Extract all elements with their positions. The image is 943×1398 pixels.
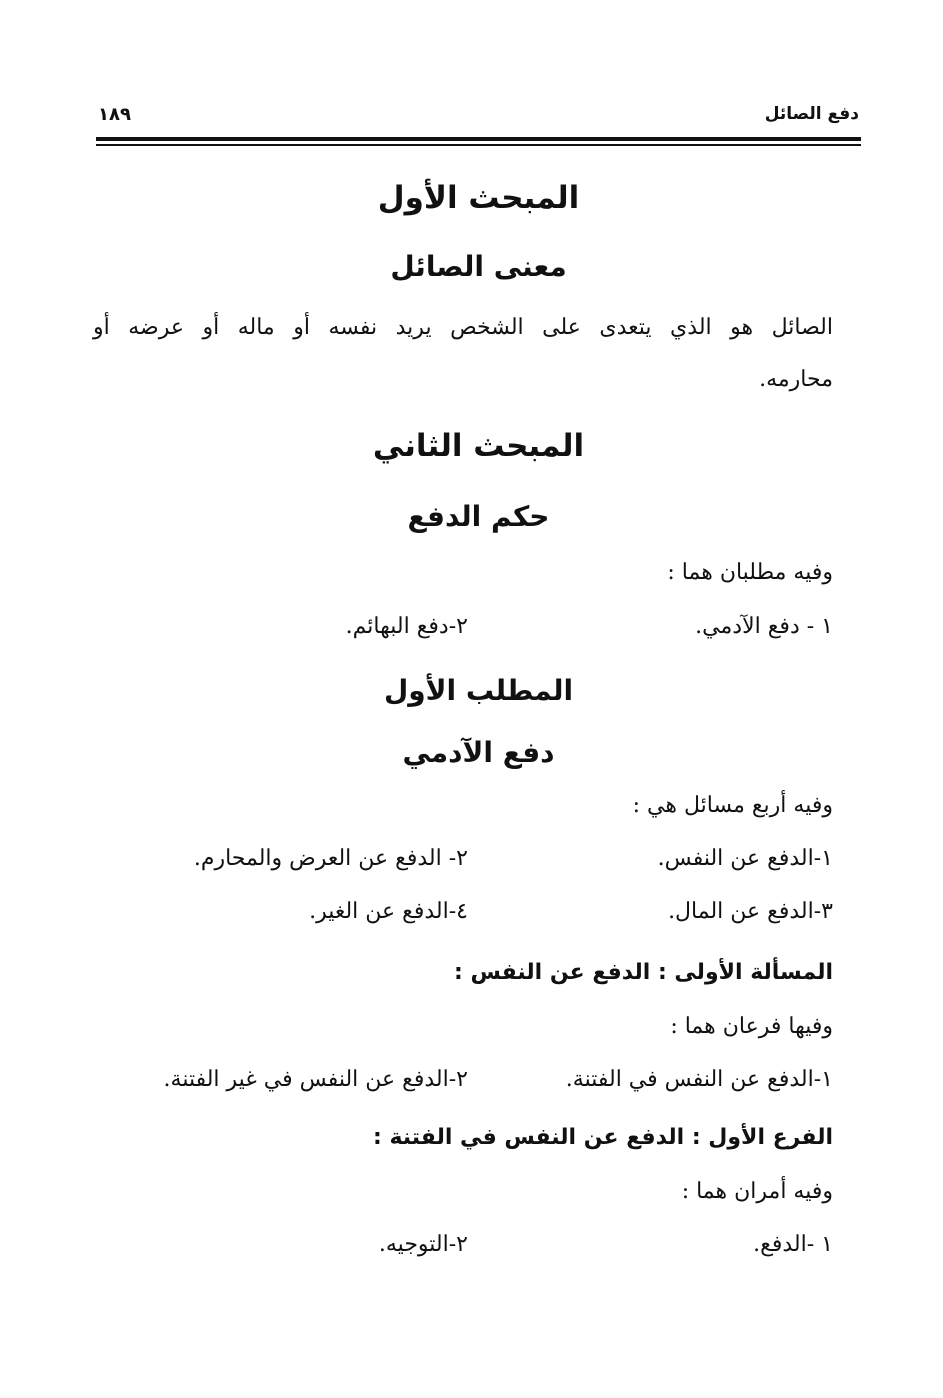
issue-heading: المسألة الأولى : الدفع عن النفس : xyxy=(454,960,833,985)
section-title: حكم الدفع xyxy=(407,500,550,533)
running-header xyxy=(96,104,859,134)
list-item: ٤-الدفع عن الغير. xyxy=(309,899,468,924)
page-number: ١٨٩ xyxy=(98,104,131,125)
list-item: ١-الدفع عن النفس. xyxy=(657,846,833,871)
intro-line: وفيه أربع مسائل هي : xyxy=(632,793,833,818)
list-item: ٢-التوجيه. xyxy=(378,1232,468,1257)
header-rule-thick xyxy=(96,137,861,141)
header-rule-thin xyxy=(96,144,861,146)
section-heading: المبحث الثاني xyxy=(372,428,585,464)
list-item: ٢-الدفع عن النفس في غير الفتنة. xyxy=(163,1067,468,1092)
subsection-heading: المطلب الأول xyxy=(383,674,574,707)
list-item: ١ - دفع الآدمي. xyxy=(695,614,833,639)
definition-paragraph-line: الصائل هو الذي يتعدى على الشخص يريد نفسه أو ماله أو عرضه أو xyxy=(93,315,833,340)
list-item: ٢- الدفع عن العرض والمحارم. xyxy=(193,846,468,871)
subsection-title: دفع الآدمي xyxy=(402,736,555,769)
intro-line: وفيه أمران هما : xyxy=(681,1179,833,1204)
list-item: ٢-دفع البهائم. xyxy=(345,614,468,639)
list-item: ١-الدفع عن النفس في الفتنة. xyxy=(565,1067,833,1092)
list-item: ١ -الدفع. xyxy=(753,1232,833,1257)
definition-paragraph-line: محارمه. xyxy=(759,367,833,392)
list-item: ٣-الدفع عن المال. xyxy=(668,899,833,924)
branch-heading: الفرع الأول : الدفع عن النفس في الفتنة : xyxy=(373,1125,833,1150)
section-heading: المبحث الأول xyxy=(377,180,580,216)
intro-line: وفيه مطلبان هما : xyxy=(667,560,833,585)
intro-line: وفيها فرعان هما : xyxy=(670,1014,833,1039)
running-title: دفع الصائل xyxy=(764,104,859,124)
section-title: معنى الصائل xyxy=(390,250,567,283)
